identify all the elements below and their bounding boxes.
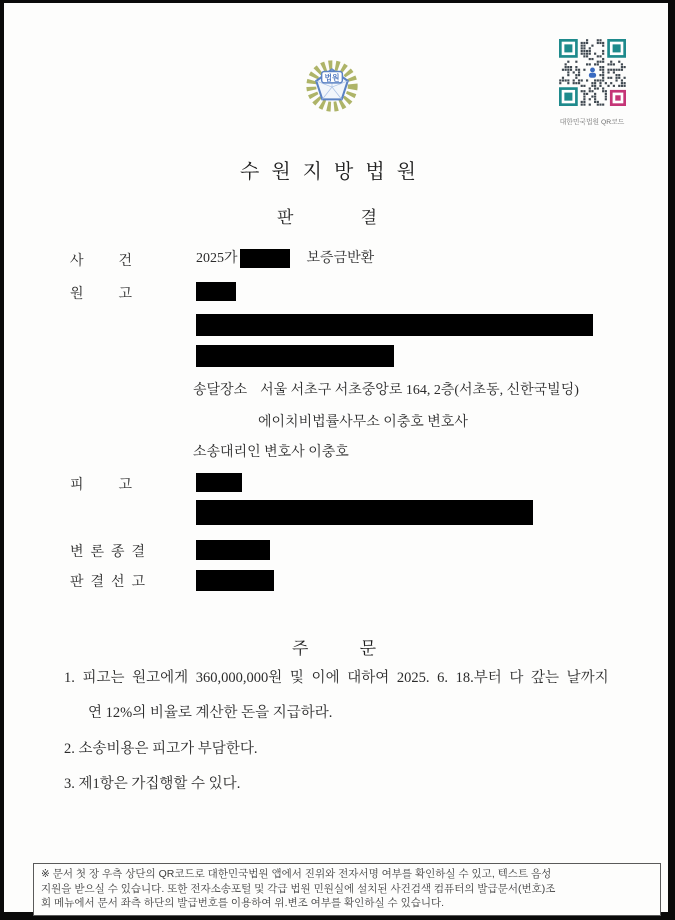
defendant-row (70, 474, 132, 494)
footer-line-3: 회 메뉴에서 문서 좌측 하단의 발급번호를 이용하여 위.변조 여부를 확인하실 수 있습니다. (41, 897, 445, 909)
redaction-plaintiff-info (196, 345, 394, 367)
plaintiff-row (70, 283, 132, 303)
redaction-plaintiff-address (196, 314, 593, 336)
case-label: 사 건 (70, 254, 132, 269)
redaction-defendant-address (196, 500, 533, 525)
counsel-line: 소송대리인 변호사 이충호 (193, 445, 349, 460)
order-item-1-line-2: 연 12%의 비율로 계산한 돈을 지급하라. (88, 705, 333, 721)
defendant-label: 피 고 (70, 478, 132, 493)
case-row (70, 250, 375, 270)
footer-disclaimer-box (33, 863, 661, 916)
order-title: 주 문 (292, 639, 376, 658)
court-emblem (295, 57, 369, 120)
order-item-2: 2. 소송비용은 피고가 부담한다. (64, 741, 258, 757)
sentencing-row (70, 571, 145, 591)
service-place-line (193, 382, 579, 400)
redaction-plaintiff-name (196, 282, 236, 301)
case-number-prefix: 2025가 (196, 250, 238, 266)
judgment-page (4, 3, 668, 912)
redaction-sentencing-date (196, 570, 274, 591)
service-place-label: 송달장소 (193, 383, 248, 398)
court-emblem-icon (295, 57, 369, 115)
doc-type-title: 판 결 (277, 208, 377, 227)
emblem-badge-label: 법원 (324, 73, 340, 83)
qr-code-icon (559, 39, 626, 106)
redaction-defendant-name (196, 473, 242, 492)
service-place-value: 서울 서초구 서초중앙로 164, 2층(서초동, 신한국빌딩) (260, 383, 579, 398)
redaction-case-number (240, 249, 290, 268)
footer-line-2: 지원을 받으실 수 있습니다. 또한 전자소송포털 및 각급 법원 민원실에 설치된 사건검색 컴퓨터의 발급문서(번호)조 (41, 882, 556, 895)
law-office-line: 에이치비법률사무소 이충호 변호사 (258, 415, 468, 430)
sentencing-label: 판 결 선 고 (70, 575, 145, 590)
order-item-1-line-1: 1. 피고는 원고에게 360,000,000원 및 이에 대하여 2025. 6. 18.부터 다 갚는 날까지 (64, 670, 609, 686)
qr-caption: 대한민국법원 QR코드 (559, 119, 625, 126)
trial-close-label: 변 론 종 결 (70, 545, 145, 560)
order-item-3: 3. 제1항은 가집행할 수 있다. (64, 776, 241, 792)
court-name-title: 수 원 지 방 법 원 (240, 161, 416, 183)
trial-close-row (70, 541, 145, 561)
case-type: 보증금반환 (306, 250, 375, 266)
qr-block (556, 39, 628, 126)
footer-line-1: ※ 문서 첫 장 우측 상단의 QR코드로 대한민국법원 앱에서 진위와 전자서명 여부를 확인하실 수 있고, 텍스트 음성 (41, 868, 552, 880)
redaction-trial-close-date (196, 540, 270, 560)
plaintiff-label: 원 고 (70, 287, 132, 302)
